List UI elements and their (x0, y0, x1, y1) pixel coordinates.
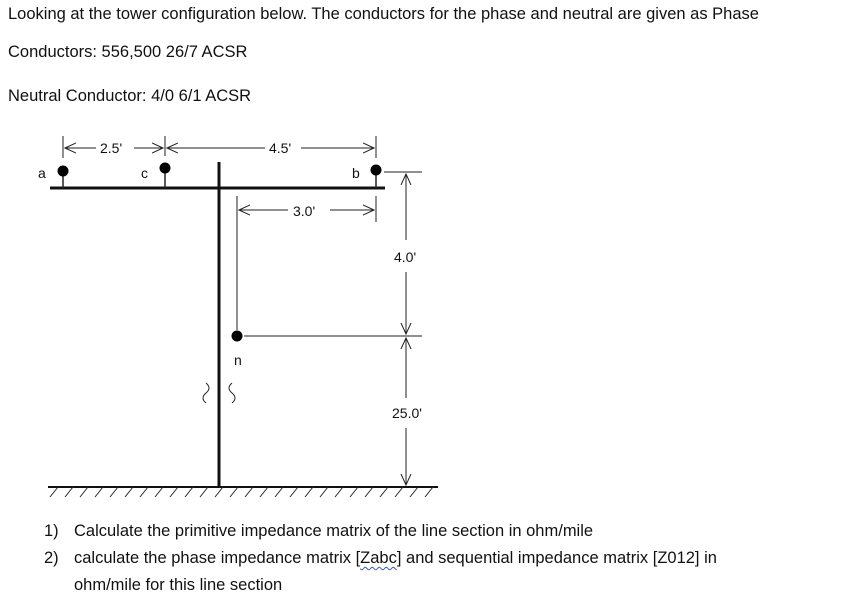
dim-label-n-b: 3.0' (293, 203, 316, 219)
question-2-text-b: ] and sequential impedance matrix [Z012] in (396, 549, 717, 567)
label-n: n (234, 352, 242, 368)
label-c: c (141, 165, 148, 181)
ground-hatching (50, 487, 433, 497)
question-1-text: Calculate the primitive impedance matrix of the line section in ohm/mile (74, 522, 594, 540)
question-2-line-2: ohm/mile for this line section (74, 576, 283, 594)
question-1 (44, 522, 593, 541)
conductor-a (58, 166, 69, 177)
dim-label-vertical-n-ground: 25.0' (392, 405, 422, 421)
pole-break-mark (203, 383, 209, 403)
phase-conductors-text: Conductors: 556,500 26/7 ACSR (8, 43, 248, 61)
question-1-number: 1) (44, 522, 59, 540)
conductor-c (160, 163, 171, 174)
question-2-zabc: Zabc (360, 549, 397, 567)
intro-text: Looking at the tower configuration below. The conductors for the phase and neutral are given as Phase (8, 5, 759, 23)
dim-label-vertical-b-n: 4.0' (394, 249, 417, 265)
conductor-b (371, 165, 382, 176)
question-2-text-a: calculate the phase impedance matrix [ (74, 549, 361, 567)
question-2-number: 2) (44, 549, 59, 567)
question-2 (44, 549, 717, 568)
dim-label-c-b: 4.5' (269, 140, 292, 156)
pole-break-mark (229, 383, 235, 403)
label-a: a (38, 165, 46, 181)
conductor-n (232, 331, 243, 342)
dim-label-a-c: 2.5' (100, 140, 123, 156)
neutral-conductor-text: Neutral Conductor: 4/0 6/1 ACSR (8, 87, 252, 105)
label-b: b (352, 165, 360, 181)
